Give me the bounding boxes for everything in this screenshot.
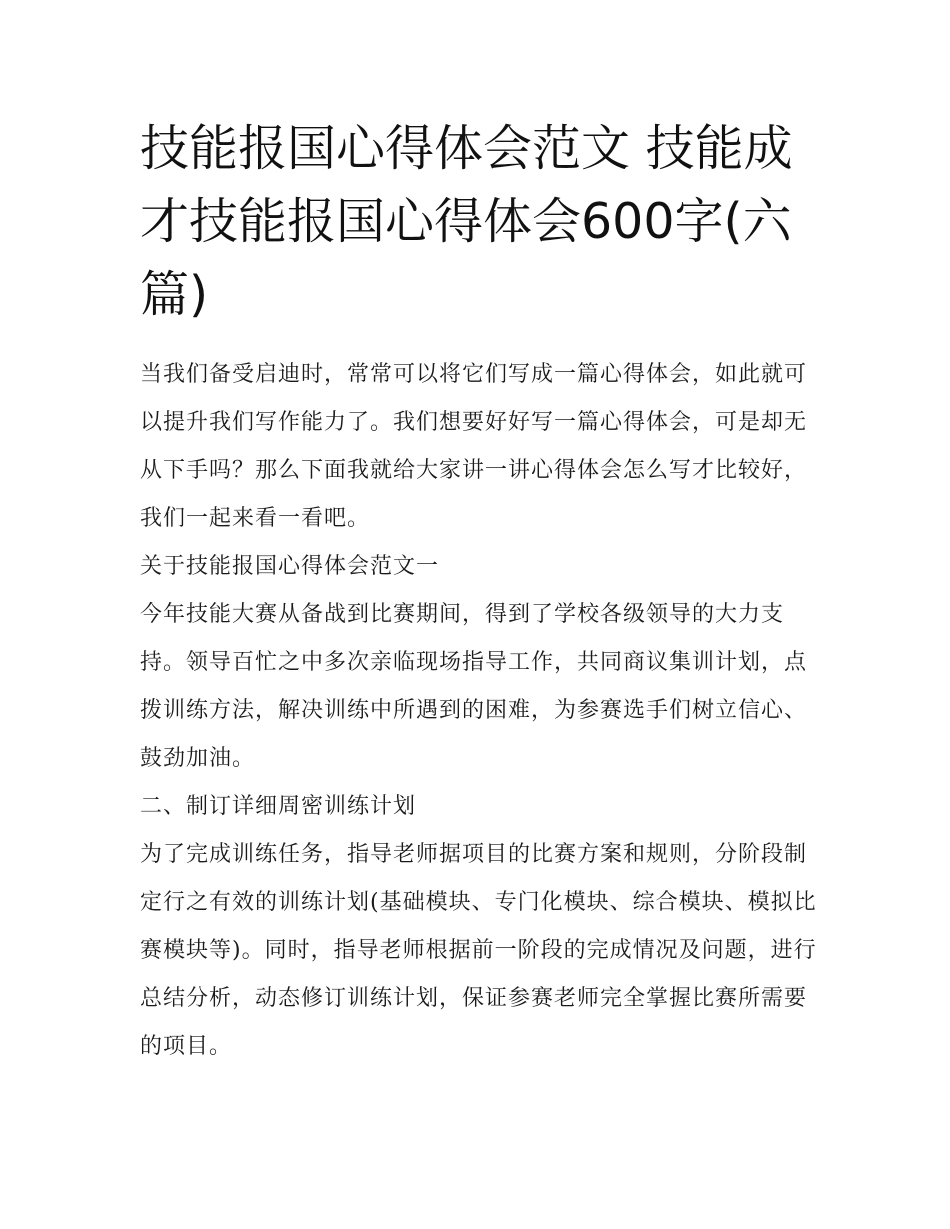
document-title: 技能报国心得体会范文 技能成才技能报国心得体会600字(六篇) [140,120,793,323]
document-page [140,112,818,1071]
body-paragraph: 为了完成训练任务，指导老师据项目的比赛方案和规则，分阶段制定行之有效的训练计划(基础模块、专门化模块、综合模块、模拟比赛模块等)。同时，指导老师根据前一阶段的完成情况及问题，进行总结分析，动态修订训练计划，保证参赛老师完全掌握比赛所需要的项目。 [140,842,817,1059]
body-paragraph: 今年技能大赛从备战到比赛期间，得到了学校各级领导的大力支持。领导百忙之中多次亲临现场指导工作，共同商议集训计划，点拨训练方法，解决训练中所遇到的困难，为参赛选手们树立信心、鼓劲加油。 [140,602,808,771]
section-heading-training-plan: 二、制订详细周密训练计划 [140,794,417,819]
intro-paragraph: 当我们备受启迪时，常常可以将它们写成一篇心得体会，如此就可以提升我们写作能力了。我们想要好好写一篇心得体会，可是却无从下手吗？那么下面我就给大家讲一讲心得体会怎么写才比较好，我们一起来看一看吧。 [140,362,808,531]
section-heading-sample-one: 关于技能报国心得体会范文一 [140,554,440,579]
